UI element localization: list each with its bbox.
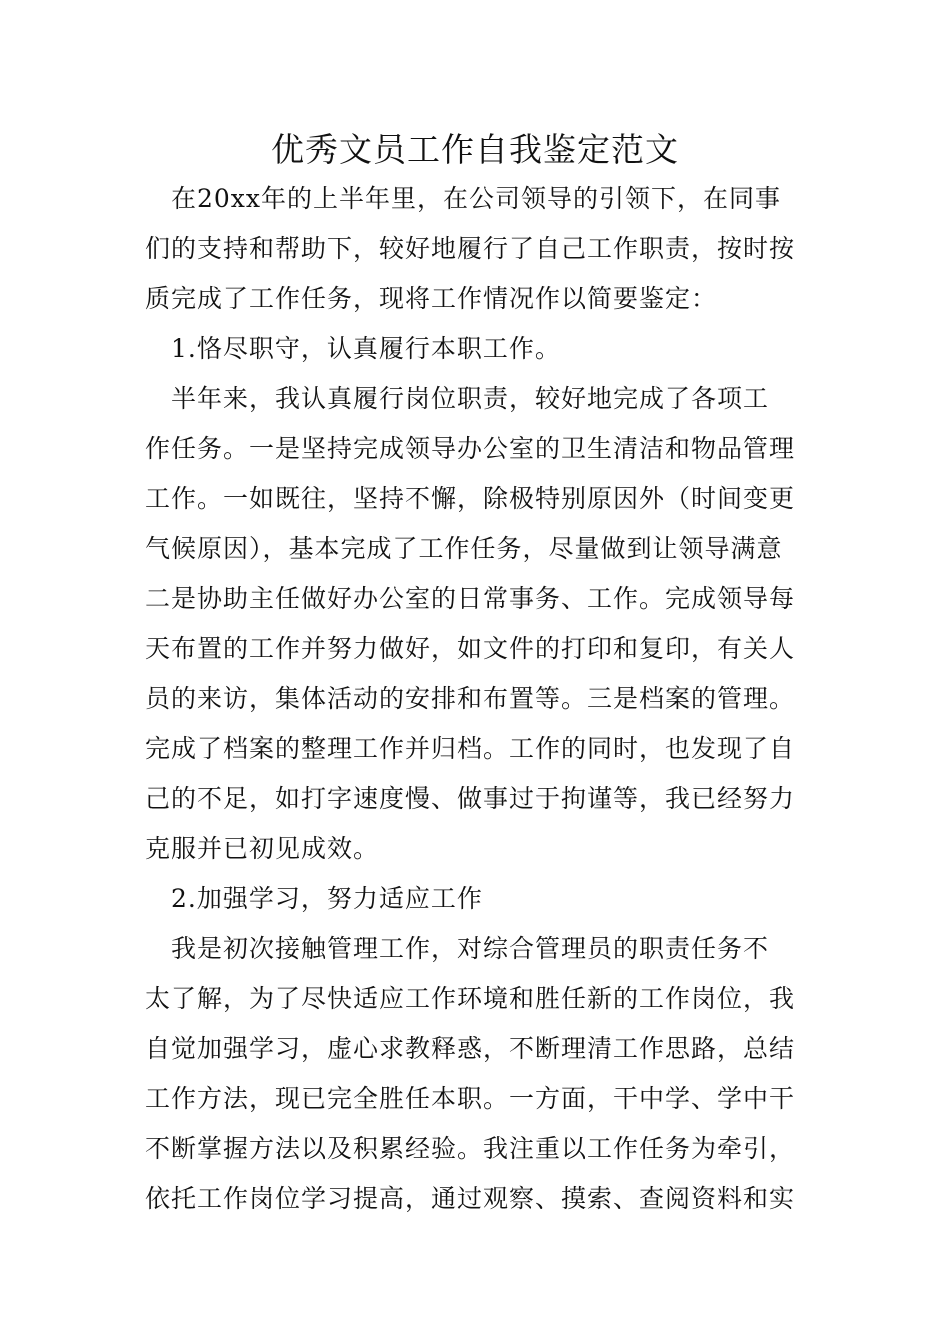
body-line: 在20xx年的上半年里，在公司领导的引领下，在同事	[145, 184, 782, 213]
body-line: 员的来访，集体活动的安排和布置等。三是档案的管理。	[145, 684, 796, 713]
body-line: 工作。一如既往，坚持不懈，除极特别原因外（时间变更	[145, 484, 796, 513]
body-line: 克服并已初见成效。	[145, 834, 380, 863]
body-line: 们的支持和帮助下，较好地履行了自己工作职责，按时按	[145, 234, 796, 263]
body-line: 天布置的工作并努力做好，如文件的打印和复印，有关人	[145, 634, 796, 663]
body-line: 太了解，为了尽快适应工作环境和胜任新的工作岗位，我	[145, 984, 796, 1013]
body-line: 二是协助主任做好办公室的日常事务、工作。完成领导每	[145, 584, 796, 613]
body-line: 我是初次接触管理工作，对综合管理员的职责任务不	[145, 934, 770, 963]
body-line: 半年来，我认真履行岗位职责，较好地完成了各项工	[145, 384, 770, 413]
document-title: 优秀文员工作自我鉴定范文	[271, 130, 679, 169]
body-line: 己的不足，如打字速度慢、做事过于拘谨等，我已经努力	[145, 784, 796, 813]
body-line: 质完成了工作任务，现将工作情况作以简要鉴定：	[145, 284, 718, 313]
body-line: 气候原因），基本完成了工作任务，尽量做到让领导满意	[145, 534, 783, 563]
body-line: 工作方法，现已完全胜任本职。一方面，干中学、学中干	[145, 1084, 796, 1113]
body-line: 自觉加强学习，虚心求教释惑，不断理清工作思路，总结	[145, 1034, 796, 1063]
section-heading: 2.加强学习，努力适应工作	[145, 884, 483, 913]
section-heading: 1.恪尽职守，认真履行本职工作。	[145, 334, 561, 363]
body-line: 完成了档案的整理工作并归档。工作的同时，也发现了自	[145, 734, 796, 763]
body-line: 不断掌握方法以及积累经验。我注重以工作任务为牵引，	[145, 1134, 796, 1163]
body-line: 依托工作岗位学习提高，通过观察、摸索、查阅资料和实	[145, 1184, 796, 1213]
body-line: 作任务。一是坚持完成领导办公室的卫生清洁和物品管理	[145, 434, 796, 463]
